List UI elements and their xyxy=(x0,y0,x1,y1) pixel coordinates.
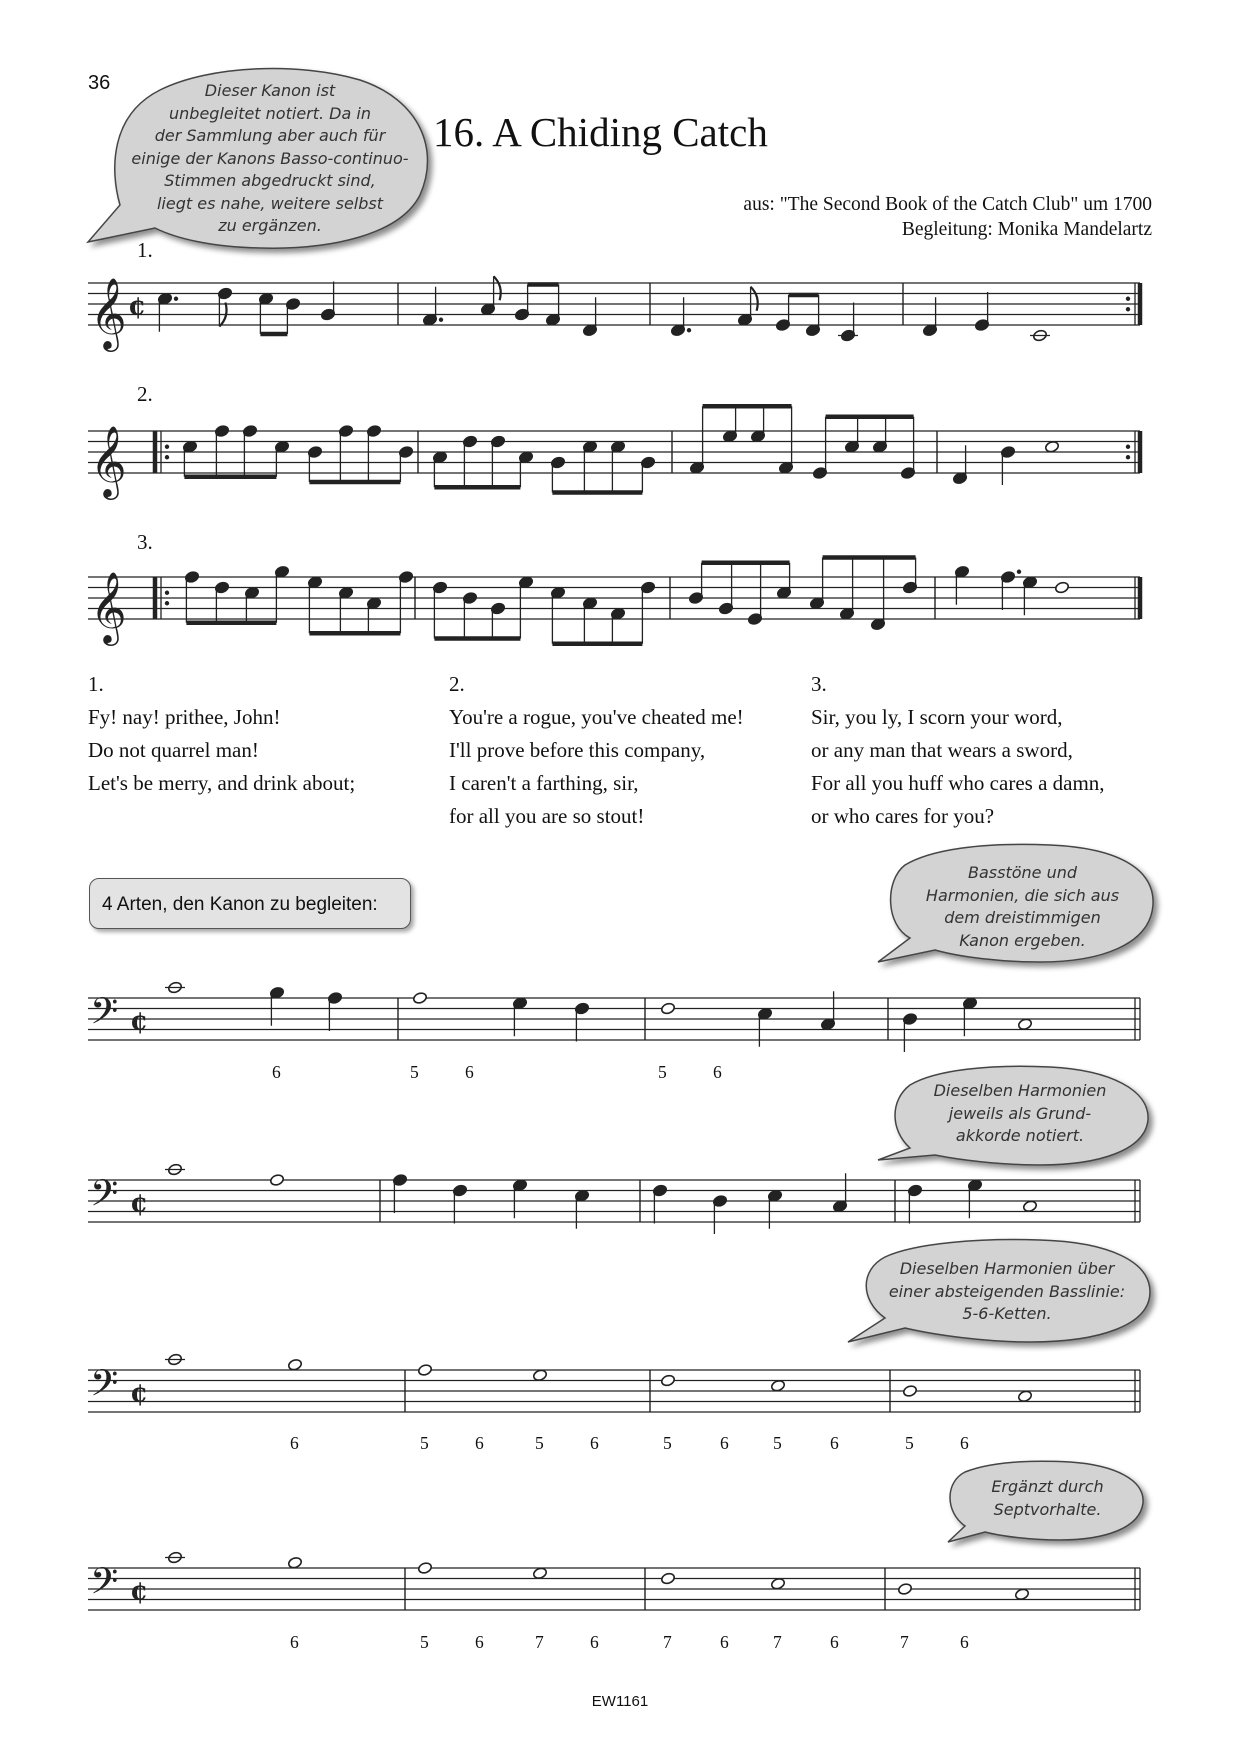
note-flag xyxy=(751,287,758,311)
note-head xyxy=(412,991,427,1004)
lyrics-line: Sir, you ly, I scorn your word, xyxy=(811,705,1063,729)
accompaniment-box: 4 Arten, den Kanon zu begleiten: xyxy=(89,878,411,929)
figured-bass-numeral: 5 xyxy=(905,1433,914,1453)
note-head xyxy=(1054,581,1069,594)
lyrics-line: or who cares for you? xyxy=(811,804,995,828)
figured-bass-numeral: 6 xyxy=(720,1632,729,1652)
cut-time-icon: ¢ xyxy=(130,1188,149,1219)
note-head xyxy=(660,1002,675,1015)
lyrics-number: 3. xyxy=(811,672,827,696)
figured-bass-numeral: 6 xyxy=(475,1632,484,1652)
figured-bass-numeral: 7 xyxy=(663,1632,672,1652)
lyrics-number: 1. xyxy=(88,672,104,696)
bass-clef-icon: 𝄢 xyxy=(90,1172,119,1224)
arranger-line: Begleitung: Monika Mandelartz xyxy=(901,219,1152,240)
note-head xyxy=(417,1363,432,1376)
augmentation-dot xyxy=(439,318,443,322)
cut-time-icon: ¢ xyxy=(128,291,147,322)
lyrics-line: For all you huff who cares a damn, xyxy=(811,771,1105,795)
treble-clef-icon: 𝄞 xyxy=(90,424,127,497)
repeat-dot xyxy=(1126,455,1130,459)
footer-code: EW1161 xyxy=(591,1693,649,1710)
page-title: 16. A Chiding Catch xyxy=(433,109,768,155)
note-head xyxy=(897,1582,912,1595)
repeat-dot xyxy=(1126,445,1130,449)
voice-number-3: 3. xyxy=(137,530,153,554)
source-line: aus: "The Second Book of the Catch Club" um 1700 xyxy=(743,194,1152,215)
figured-bass-numeral: 6 xyxy=(290,1433,299,1453)
figured-bass-numeral: 7 xyxy=(773,1632,782,1652)
lyrics-line: for all you are so stout! xyxy=(449,804,645,828)
figured-bass-numeral: 6 xyxy=(960,1433,969,1453)
figured-bass-numeral: 6 xyxy=(465,1062,474,1082)
lyrics-verse-3 xyxy=(811,668,1105,833)
note-head xyxy=(1017,1390,1032,1403)
bass2-bubble-text: Dieselben Harmonien jeweils als Grund- akkorde notiert. xyxy=(933,1081,1107,1145)
note-flag xyxy=(494,276,501,300)
figured-bass-numeral: 5 xyxy=(663,1433,672,1453)
lyrics-verse-2 xyxy=(449,668,744,833)
note-head xyxy=(532,1567,547,1580)
figured-bass-numeral: 5 xyxy=(410,1062,419,1082)
repeat-dot xyxy=(165,601,169,605)
voice-number-2: 2. xyxy=(137,382,153,406)
lyrics-line: I'll prove before this company, xyxy=(449,738,706,762)
augmentation-dot xyxy=(1017,570,1021,574)
lyrics-line: You're a rogue, you've cheated me! xyxy=(449,705,744,729)
note-head xyxy=(1022,1200,1037,1213)
bass4-bubble-text: Ergänzt durch Septvorhalte. xyxy=(991,1477,1104,1519)
bass-clef-icon: 𝄢 xyxy=(90,1362,119,1414)
note-head xyxy=(287,1556,302,1569)
lyrics-number: 2. xyxy=(449,672,465,696)
figured-bass-numeral: 5 xyxy=(535,1433,544,1453)
cut-time-icon: ¢ xyxy=(130,1006,149,1037)
treble-clef-icon: 𝄞 xyxy=(90,570,127,643)
figured-bass-numeral: 5 xyxy=(420,1433,429,1453)
note-head xyxy=(1014,1588,1029,1601)
note-head xyxy=(770,1379,785,1392)
lyrics-line: I caren't a farthing, sir, xyxy=(449,771,639,795)
repeat-dot xyxy=(165,455,169,459)
page-number: 36 xyxy=(88,72,111,94)
lyrics-line: Do not quarrel man! xyxy=(88,738,259,762)
figured-bass-numeral: 6 xyxy=(290,1632,299,1652)
figured-bass-numeral: 7 xyxy=(535,1632,544,1652)
note-head xyxy=(1017,1018,1032,1031)
lyrics-line: Let's be merry, and drink about; xyxy=(88,771,356,795)
lyrics-line: Fy! nay! prithee, John! xyxy=(88,705,281,729)
cut-time-icon: ¢ xyxy=(130,1378,149,1409)
lyrics-verse-1 xyxy=(88,668,355,800)
figured-bass-numeral: 6 xyxy=(830,1632,839,1652)
bass3-bubble-text: Dieselben Harmonien über einer absteigenden Basslinie: 5-6-Ketten. xyxy=(888,1259,1126,1323)
figured-bass-numeral: 6 xyxy=(720,1433,729,1453)
figured-bass-numeral: 6 xyxy=(272,1062,281,1082)
note-head xyxy=(660,1374,675,1387)
bass-clef-icon: 𝄢 xyxy=(90,990,119,1042)
figured-bass-numeral: 6 xyxy=(960,1632,969,1652)
figured-bass-numeral: 5 xyxy=(658,1062,667,1082)
bass-clef-icon: 𝄢 xyxy=(90,1560,119,1612)
note-head xyxy=(902,1384,917,1397)
lyrics-line: or any man that wears a sword, xyxy=(811,738,1073,762)
repeat-dot xyxy=(165,591,169,595)
figured-bass-numeral: 7 xyxy=(900,1632,909,1652)
cut-time-icon: ¢ xyxy=(130,1576,149,1607)
augmentation-dot xyxy=(174,297,178,301)
figured-bass-numeral: 6 xyxy=(475,1433,484,1453)
treble-clef-icon: 𝄞 xyxy=(90,276,127,349)
figured-bass-numeral: 5 xyxy=(773,1433,782,1453)
repeat-dot xyxy=(1126,297,1130,301)
note-head xyxy=(1044,440,1059,453)
note-head xyxy=(287,1358,302,1371)
figured-bass-numeral: 6 xyxy=(713,1062,722,1082)
intro-bubble-text: Dieser Kanon ist unbegleitet notiert. Da in der Sammlung aber auch für einige der Kanons Basso-continuo- Stimmen abgedruckt sind, liegt es nahe, weitere selbst zu ergänzen. xyxy=(131,81,409,235)
augmentation-dot xyxy=(687,328,691,332)
figured-bass-numeral: 5 xyxy=(420,1632,429,1652)
note-head xyxy=(660,1572,675,1585)
figured-bass-numeral: 6 xyxy=(590,1433,599,1453)
bass1-bubble-text: Basstöne und Harmonien, die sich aus dem dreistimmigen Kanon ergeben. xyxy=(925,863,1120,950)
repeat-dot xyxy=(165,445,169,449)
repeat-dot xyxy=(1126,307,1130,311)
note-head xyxy=(417,1561,432,1574)
note-head xyxy=(770,1577,785,1590)
figured-bass-numeral: 6 xyxy=(830,1433,839,1453)
voice-number-1: 1. xyxy=(137,238,153,262)
note-head xyxy=(269,1173,284,1186)
note-head xyxy=(532,1369,547,1382)
figured-bass-numeral: 6 xyxy=(590,1632,599,1652)
